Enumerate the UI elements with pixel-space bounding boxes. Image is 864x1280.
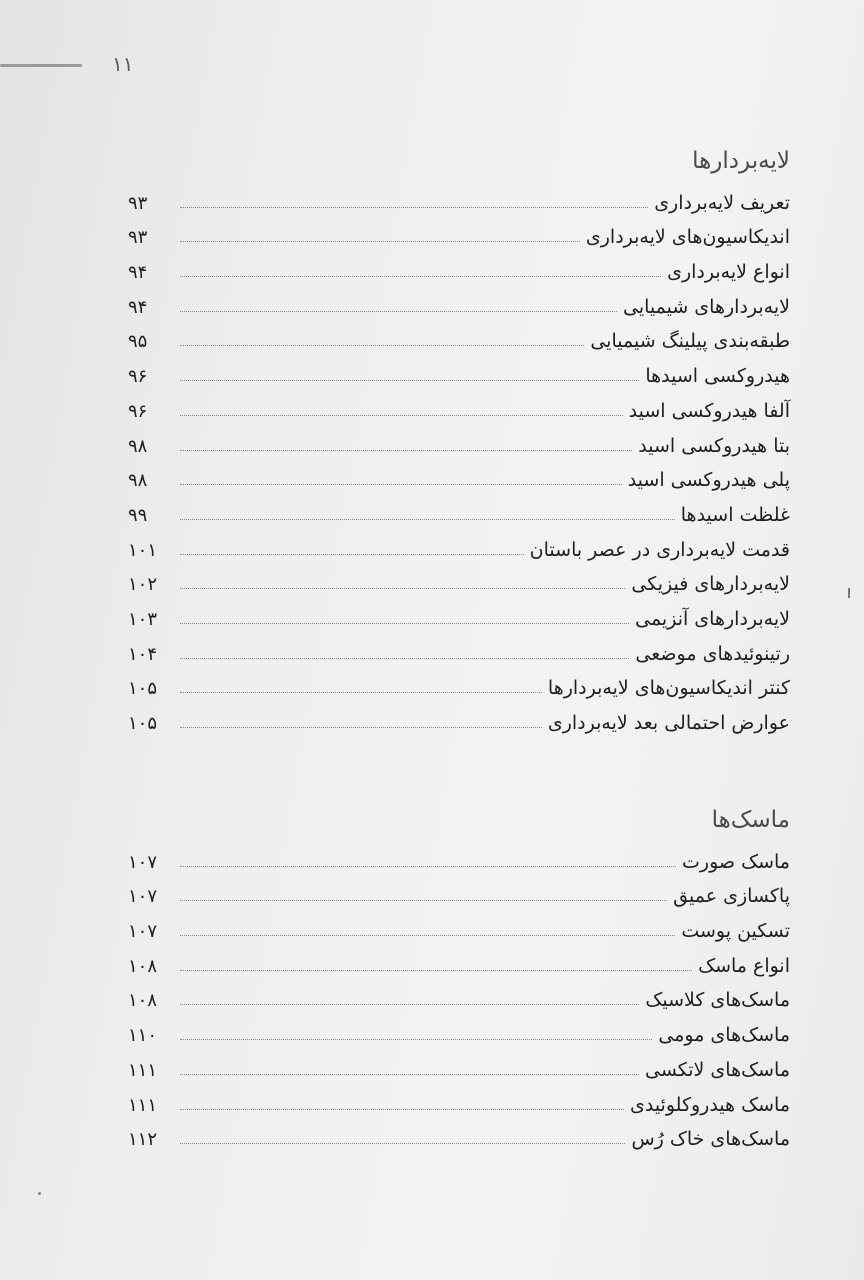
toc-entry-title: انواع ماسک: [698, 954, 790, 977]
header-rule: [0, 64, 82, 67]
toc-entry-title: قدمت لایه‌برداری در عصر باستان: [529, 538, 790, 561]
dot-leader: [180, 692, 542, 693]
toc-entry-page-number: ۹۶: [128, 366, 148, 388]
toc-entry-title: رتینوئیدهای موضعی: [635, 642, 790, 665]
toc-entry-title: انواع لایه‌برداری: [667, 261, 790, 284]
dot-leader: [180, 1039, 652, 1040]
toc-entry-title: تسکین پوست: [681, 920, 790, 943]
toc-entry: [128, 1081, 790, 1116]
toc-entry-page-number: ۱۰۵: [128, 713, 158, 734]
dot-leader: [180, 345, 584, 346]
toc-entry-title: غلظت اسیدها: [680, 503, 790, 526]
dot-leader: [180, 866, 676, 867]
toc-entry: [128, 318, 790, 353]
dot-leader: [180, 311, 617, 312]
toc-entry-title: ماسک هیدروکلوئیدی: [629, 1093, 790, 1116]
toc-entry-page-number: ۹۹: [128, 504, 148, 526]
toc-entry: [128, 248, 790, 283]
toc-entry: [128, 873, 790, 908]
toc-entry-page-number: ۱۱۰: [128, 1025, 158, 1047]
toc-entry: [128, 491, 790, 526]
toc-entry-page-number: ۱۱۱: [128, 1094, 158, 1116]
toc-entry: [128, 1046, 790, 1081]
toc-entry-page-number: ۹۴: [128, 296, 148, 318]
dot-leader: [180, 484, 622, 485]
toc-entry-title: بتا هیدروکسی اسید: [638, 434, 790, 457]
dot-leader: [180, 450, 632, 451]
dot-leader: [180, 276, 661, 277]
toc-entry: [128, 422, 790, 457]
toc-entry-page-number: ۹۸: [128, 435, 148, 457]
toc-entry-page-number: ۹۳: [128, 192, 148, 214]
margin-mark: [38, 1192, 41, 1195]
toc-entry: [128, 665, 790, 700]
toc-entry: [128, 526, 790, 561]
toc-entry: [128, 352, 790, 387]
toc-entry-title: ماسک‌های خاک رُس: [631, 1128, 790, 1151]
dot-leader: [180, 415, 623, 416]
toc-entry-page-number: ۱۰۷: [128, 921, 158, 943]
toc-entry-title: لایه‌بردارهای آنزیمی: [635, 607, 790, 630]
toc-entry-title: پاکسازی عمیق: [673, 885, 790, 908]
toc-entry-page-number: ۹۵: [128, 331, 148, 353]
toc-entry-title: لایه‌بردارهای شیمیایی: [622, 295, 790, 318]
section-title: لایه‌بردارها: [692, 148, 790, 174]
dot-leader: [180, 935, 675, 936]
toc-entry-title: اندیکاسیون‌های لایه‌برداری: [585, 226, 790, 249]
toc-entry-title: ماسک صورت: [682, 850, 790, 873]
toc-entry-page-number: ۱۰۷: [128, 851, 158, 873]
toc-entry-title: ماسک‌های کلاسیک: [645, 989, 790, 1012]
dot-leader: [180, 1143, 625, 1144]
dot-leader: [180, 658, 629, 659]
toc-entry-list: [128, 838, 790, 1150]
toc-entry: [128, 1011, 790, 1046]
toc-entry: [128, 561, 790, 596]
toc-entry-title: تعریف لایه‌برداری: [654, 191, 790, 214]
toc-entry-page-number: ۱۰۸: [128, 955, 158, 977]
dot-leader: [180, 970, 692, 971]
toc-entry: [128, 595, 790, 630]
dot-leader: [180, 1074, 639, 1075]
toc-entry: [128, 283, 790, 318]
toc-section-peelings: [128, 146, 790, 734]
toc-entry-page-number: ۹۶: [128, 400, 148, 422]
toc-entry: [128, 1116, 790, 1151]
toc-entry-page-number: ۱۰۴: [128, 643, 158, 665]
dot-leader: [180, 623, 629, 624]
toc-entry-page-number: ۱۰۵: [128, 678, 158, 700]
toc-entry: [128, 214, 790, 249]
dot-leader: [180, 380, 639, 381]
toc-entry-page-number: ۱۱۲: [128, 1129, 158, 1151]
toc-entry-title: ماسک‌های لاتکسی: [644, 1058, 790, 1081]
dot-leader: [180, 241, 580, 242]
toc-entry-title: هیدروکسی اسیدها: [645, 365, 790, 388]
toc-entry-title: عوارض احتمالی بعد لایه‌برداری: [547, 712, 790, 734]
dot-leader: [180, 727, 542, 728]
toc-entry: [128, 838, 790, 873]
toc-entry-page-number: ۹۳: [128, 227, 148, 249]
dot-leader: [180, 900, 667, 901]
toc-entry: [128, 179, 790, 214]
toc-entry-title: کنتر اندیکاسیون‌های لایه‌بردارها: [547, 677, 790, 700]
margin-mark: [848, 588, 850, 598]
page-number: ۱۱: [112, 52, 134, 76]
toc-entry-page-number: ۱۰۷: [128, 886, 158, 908]
dot-leader: [180, 519, 675, 520]
toc-entry-page-number: ۹۴: [128, 262, 148, 284]
toc-entry-title: پلی هیدروکسی اسید: [627, 469, 790, 492]
toc-entry-page-number: ۱۰۳: [128, 608, 158, 630]
dot-leader: [180, 554, 524, 555]
toc-entry: [128, 907, 790, 942]
toc-entry-page-number: ۱۰۸: [128, 990, 158, 1012]
toc-entry: [128, 457, 790, 492]
toc-entry-title: ماسک‌های مومی: [658, 1024, 790, 1047]
dot-leader: [180, 1109, 624, 1110]
dot-leader: [180, 1004, 639, 1005]
toc-entry-page-number: ۱۰۲: [128, 574, 158, 596]
toc-entry-title: طبقه‌بندی پیلینگ شیمیایی: [590, 330, 790, 353]
toc-entry-title: آلفا هیدروکسی اسید: [628, 399, 790, 422]
section-title: ماسک‌ها: [711, 807, 790, 833]
toc-entry-list: [128, 179, 790, 734]
toc-entry: [128, 977, 790, 1012]
toc-entry: [128, 942, 790, 977]
toc-entry: [128, 699, 790, 734]
toc-entry-page-number: ۱۰۱: [128, 539, 158, 561]
toc-section-masks: [128, 805, 790, 1150]
toc-entry: [128, 630, 790, 665]
toc-entry-page-number: ۹۸: [128, 470, 148, 492]
dot-leader: [180, 588, 625, 589]
toc-entry: [128, 387, 790, 422]
dot-leader: [180, 207, 648, 208]
toc-entry-page-number: ۱۱۱: [128, 1059, 158, 1081]
toc-entry-title: لایه‌بردارهای فیزیکی: [631, 573, 790, 596]
